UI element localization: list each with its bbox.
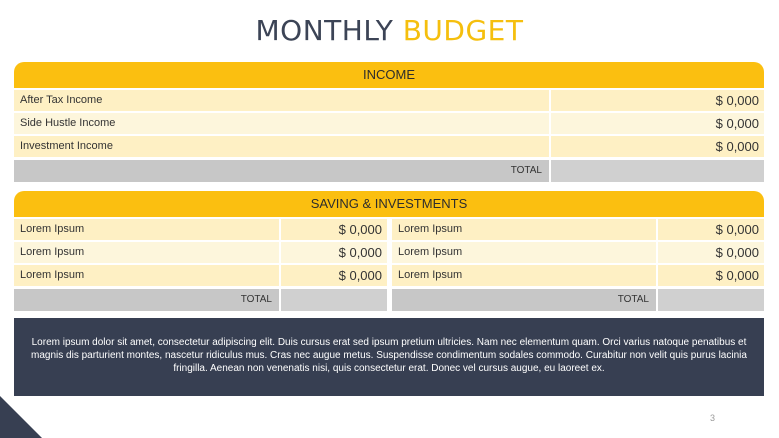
income-row <box>14 113 549 134</box>
income-row <box>14 136 549 157</box>
page-title <box>0 14 779 47</box>
savings-right-row <box>392 219 656 240</box>
savings-row-value: $ 0,000 <box>281 219 387 240</box>
savings-row-label: Lorem Ipsum <box>20 269 85 281</box>
income-row-label: After Tax Income <box>20 94 103 106</box>
savings-row-value: $ 0,000 <box>281 265 387 286</box>
savings-left-row <box>14 265 279 286</box>
savings-row-label: Lorem Ipsum <box>398 246 463 258</box>
savings-left-total-value <box>281 289 387 311</box>
income-total-value <box>551 160 764 182</box>
savings-row-label: Lorem Ipsum <box>398 269 463 281</box>
savings-row-value: $ 0,000 <box>658 265 764 286</box>
savings-left-row <box>14 242 279 263</box>
income-header: INCOME <box>14 62 764 88</box>
savings-row-value: $ 0,000 <box>281 242 387 263</box>
income-total-label: TOTAL <box>14 160 549 182</box>
savings-left-row <box>14 219 279 240</box>
savings-row-label: Lorem Ipsum <box>398 223 463 235</box>
savings-row-value: $ 0,000 <box>658 242 764 263</box>
page-number: 3 <box>710 413 716 423</box>
savings-row-value: $ 0,000 <box>658 219 764 240</box>
title-word-budget: BUDGET <box>402 14 524 47</box>
income-row <box>14 90 549 111</box>
savings-right-row <box>392 265 656 286</box>
income-row-label: Investment Income <box>20 140 113 152</box>
savings-header: SAVING & INVESTMENTS <box>14 191 764 217</box>
income-row-value: $ 0,000 <box>551 90 764 111</box>
savings-right-row <box>392 242 656 263</box>
description-text-box: Lorem ipsum dolor sit amet, consectetur adipiscing elit. Duis cursus erat sed ipsum pretium ultricies. Nam nec elementum quam. Orci varius natoque penatibus et magnis dis parturient montes, nascetur ridiculus mus. Cras nec augue metus. Suspendisse condimentum sodales commodo. Curabitur non velit quis purus lacinia fringilla. Aenean non venenatis nisi, quis consectetur erat. Donec vel cursus augue, eu laoreet ex. <box>14 318 764 396</box>
savings-right-total-value <box>658 289 764 311</box>
savings-row-label: Lorem Ipsum <box>20 223 85 235</box>
income-row-label: Side Hustle Income <box>20 117 116 129</box>
corner-decoration <box>0 396 42 438</box>
title-word-monthly: MONTHLY <box>255 14 394 47</box>
income-row-value: $ 0,000 <box>551 113 764 134</box>
savings-left-total-label: TOTAL <box>14 289 279 311</box>
savings-right-total-label: TOTAL <box>392 289 656 311</box>
savings-row-label: Lorem Ipsum <box>20 246 85 258</box>
income-row-value: $ 0,000 <box>551 136 764 157</box>
